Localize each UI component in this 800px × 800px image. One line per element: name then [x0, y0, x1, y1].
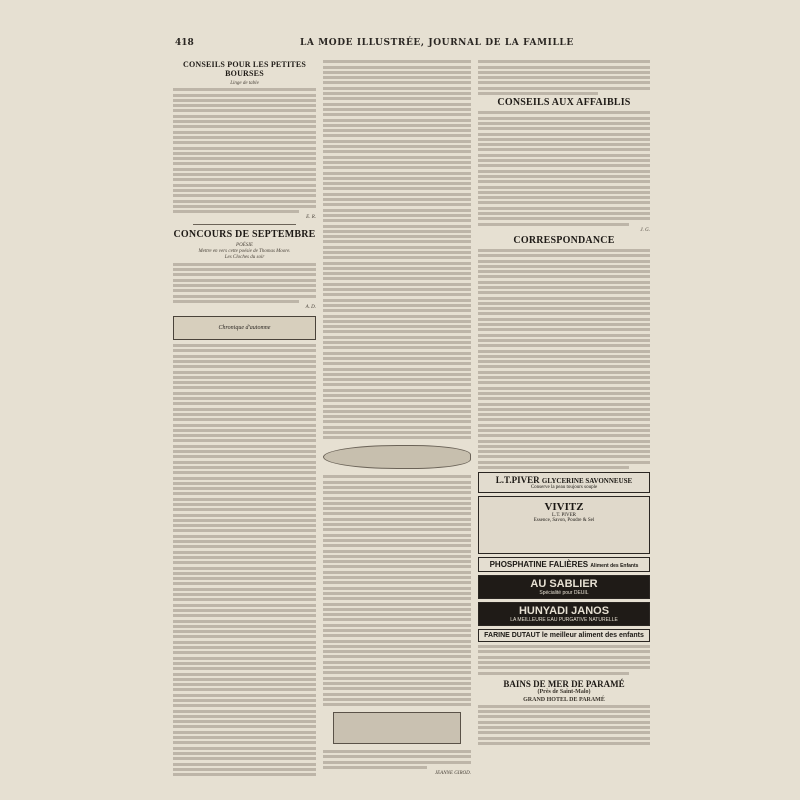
column-left	[173, 58, 316, 778]
farine-ad: FARINE DUTAUT le meilleur aliment des enfants	[478, 629, 650, 642]
contest-caption: Mettre en vers cette poésie de Thomas Moore.	[198, 249, 291, 255]
contest-kicker: POÉSIE	[236, 243, 253, 249]
contest-subcaption: Les Cloches du soir	[224, 255, 265, 261]
phosphatine-tagline: Aliment des Enfants	[590, 563, 639, 570]
contest-sign: A. D.	[305, 305, 316, 311]
article-sign: JEANNE GIROD.	[434, 771, 471, 777]
column-right	[478, 58, 650, 778]
vivitz-name: VIVITZ	[544, 501, 584, 514]
piver-product: GLYCERINE SAVONNEUSE	[541, 477, 633, 486]
section-title: CONSEILS POUR LES PETITES BOURSES	[182, 60, 307, 78]
hunyadi-name: HUNYADI JANOS	[518, 605, 610, 618]
bains-subtitle: (Près de Saint-Malo)	[537, 688, 591, 695]
contest-title: CONCOURS DE SEPTEMBRE	[173, 229, 316, 241]
section-subtitle: Linge de table	[230, 81, 259, 86]
bains-title: BAINS DE MER DE PARAMÉ	[503, 678, 625, 689]
advice-title: CONSEILS AUX AFFAIBLIS	[497, 97, 631, 109]
hunyadi-ad	[478, 602, 650, 626]
bains-hotel: GRAND HOTEL DE PARAMÉ	[523, 696, 605, 703]
sablier-tagline: Spécialité pour DEUIL	[539, 590, 589, 597]
vivitz-maker: L.T. PIVER	[552, 513, 576, 519]
phosphatine-ad	[478, 557, 650, 572]
piver-tagline: Conserve la peau toujours souple	[530, 485, 598, 491]
sablier-name: AU SABLIER	[530, 578, 598, 591]
page-number: 418	[175, 38, 194, 48]
advice-sign: J. G.	[640, 227, 650, 233]
vivitz-tagline: Essence, Savon, Poudre & Sel	[533, 518, 595, 524]
column-middle	[323, 58, 471, 778]
piver-ad	[478, 472, 650, 493]
piver-name: L.T.PIVER	[495, 475, 540, 486]
correspondence-title: CORRESPONDANCE	[513, 234, 615, 246]
hunyadi-tagline: LA MEILLEURE EAU PURGATIVE NATURELLE	[510, 617, 618, 624]
phosphatine-name: PHOSPHATINE FALIÈRES	[489, 560, 589, 570]
running-title: LA MODE ILLUSTRÉE, JOURNAL DE LA FAMILLE	[300, 38, 574, 48]
vivitz-ad	[478, 496, 650, 554]
chronique-banner: Chronique d'automne	[173, 316, 316, 340]
sablier-ad	[478, 575, 650, 599]
sardine-tin-illustration	[333, 712, 461, 744]
fish-illustration	[323, 445, 471, 469]
section-sign: E. R.	[306, 215, 316, 221]
